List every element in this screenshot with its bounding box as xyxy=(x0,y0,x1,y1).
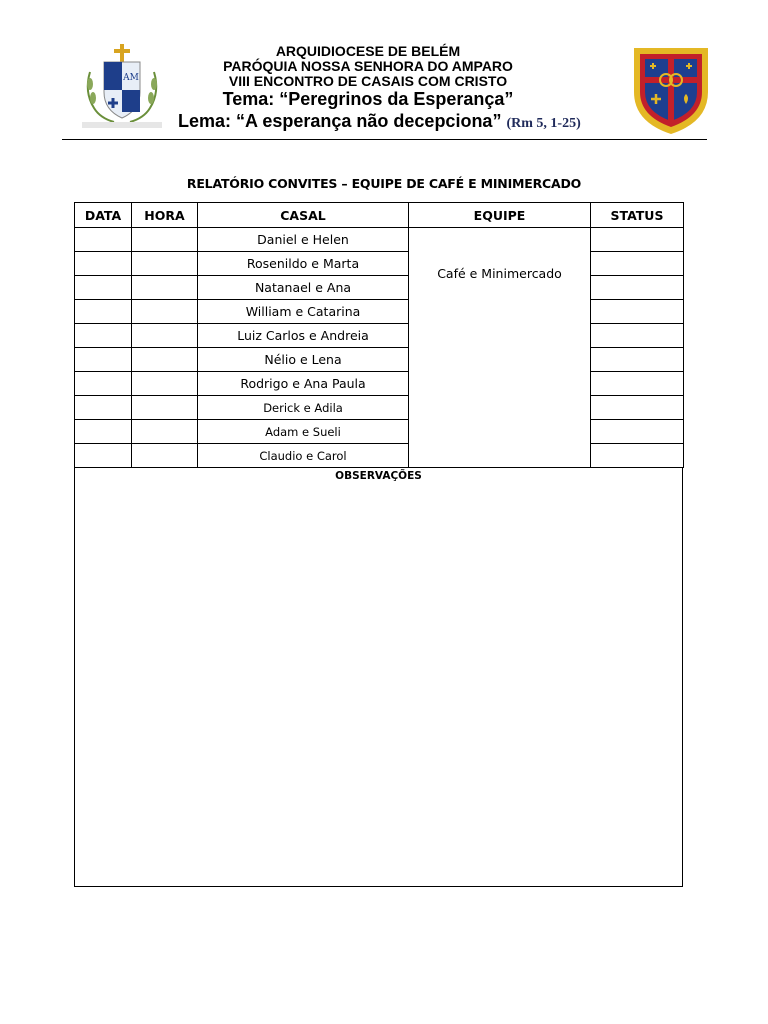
couple-cell: Rodrigo e Ana Paula xyxy=(198,372,409,396)
date-cell xyxy=(75,324,132,348)
ecc-emblem-icon xyxy=(628,42,714,136)
invitations-table xyxy=(74,202,684,468)
couple-cell: Nélio e Lena xyxy=(198,348,409,372)
time-cell xyxy=(132,348,198,372)
date-cell xyxy=(75,276,132,300)
table-row xyxy=(75,420,684,444)
event-name: VIII ENCONTRO DE CASAIS COM CRISTO xyxy=(228,73,508,89)
column-header-data: DATA xyxy=(75,203,132,228)
time-cell xyxy=(132,372,198,396)
table-row xyxy=(75,228,684,252)
couple-cell: William e Catarina xyxy=(198,300,409,324)
date-cell xyxy=(75,228,132,252)
column-header-hora: HORA xyxy=(132,203,198,228)
couple-cell: Daniel e Helen xyxy=(198,228,409,252)
table-header-row xyxy=(75,203,684,228)
date-cell xyxy=(75,252,132,276)
table-row xyxy=(75,276,684,300)
column-header-equipe: EQUIPE xyxy=(409,203,591,228)
status-cell xyxy=(591,252,684,276)
couple-cell: Adam e Sueli xyxy=(198,420,409,444)
team-name: Café e Minimercado xyxy=(437,266,562,281)
date-cell xyxy=(75,300,132,324)
motto-line xyxy=(0,111,581,132)
parish-name: PARÓQUIA NOSSA SENHORA DO AMPARO xyxy=(223,58,513,74)
time-cell xyxy=(132,252,198,276)
couple-cell: Derick e Adila xyxy=(198,396,409,420)
time-cell xyxy=(132,228,198,252)
table-row xyxy=(75,348,684,372)
motto-text: Lema: “A esperança não decepciona” xyxy=(178,111,502,131)
status-cell xyxy=(591,228,684,252)
status-cell xyxy=(591,276,684,300)
theme-line: Tema: “Peregrinos da Esperança” xyxy=(222,89,514,109)
observations-label: OBSERVAÇÕES xyxy=(335,470,422,482)
status-cell xyxy=(591,372,684,396)
status-cell xyxy=(591,300,684,324)
date-cell xyxy=(75,372,132,396)
time-cell xyxy=(132,444,198,468)
date-cell xyxy=(75,348,132,372)
date-cell xyxy=(75,420,132,444)
table-row xyxy=(75,252,684,276)
column-header-status: STATUS xyxy=(591,203,684,228)
svg-text:AM: AM xyxy=(123,73,139,83)
status-cell xyxy=(591,396,684,420)
column-header-casal: CASAL xyxy=(198,203,409,228)
time-cell xyxy=(132,396,198,420)
table-row xyxy=(75,372,684,396)
status-cell xyxy=(591,420,684,444)
time-cell xyxy=(132,324,198,348)
status-cell xyxy=(591,324,684,348)
table-row xyxy=(75,444,684,468)
time-cell xyxy=(132,300,198,324)
couple-cell: Rosenildo e Marta xyxy=(198,252,409,276)
couple-cell: Claudio e Carol xyxy=(198,444,409,468)
report-title: RELATÓRIO CONVITES – EQUIPE DE CAFÉ E MINIMERCADO xyxy=(186,176,582,191)
table-row xyxy=(75,300,684,324)
status-cell xyxy=(591,444,684,468)
status-cell xyxy=(591,348,684,372)
team-cell xyxy=(409,228,591,468)
motto-reference: (Rm 5, 1-25) xyxy=(506,116,581,131)
date-cell xyxy=(75,396,132,420)
time-cell xyxy=(132,276,198,300)
couple-cell: Luiz Carlos e Andreia xyxy=(198,324,409,348)
table-row xyxy=(75,396,684,420)
table-row xyxy=(75,324,684,348)
couple-cell: Natanael e Ana xyxy=(198,276,409,300)
time-cell xyxy=(132,420,198,444)
date-cell xyxy=(75,444,132,468)
observations-box xyxy=(74,468,683,887)
archdiocese-name: ARQUIDIOCESE DE BELÉM xyxy=(275,43,461,59)
header-divider xyxy=(62,139,707,140)
document-header xyxy=(0,0,768,140)
